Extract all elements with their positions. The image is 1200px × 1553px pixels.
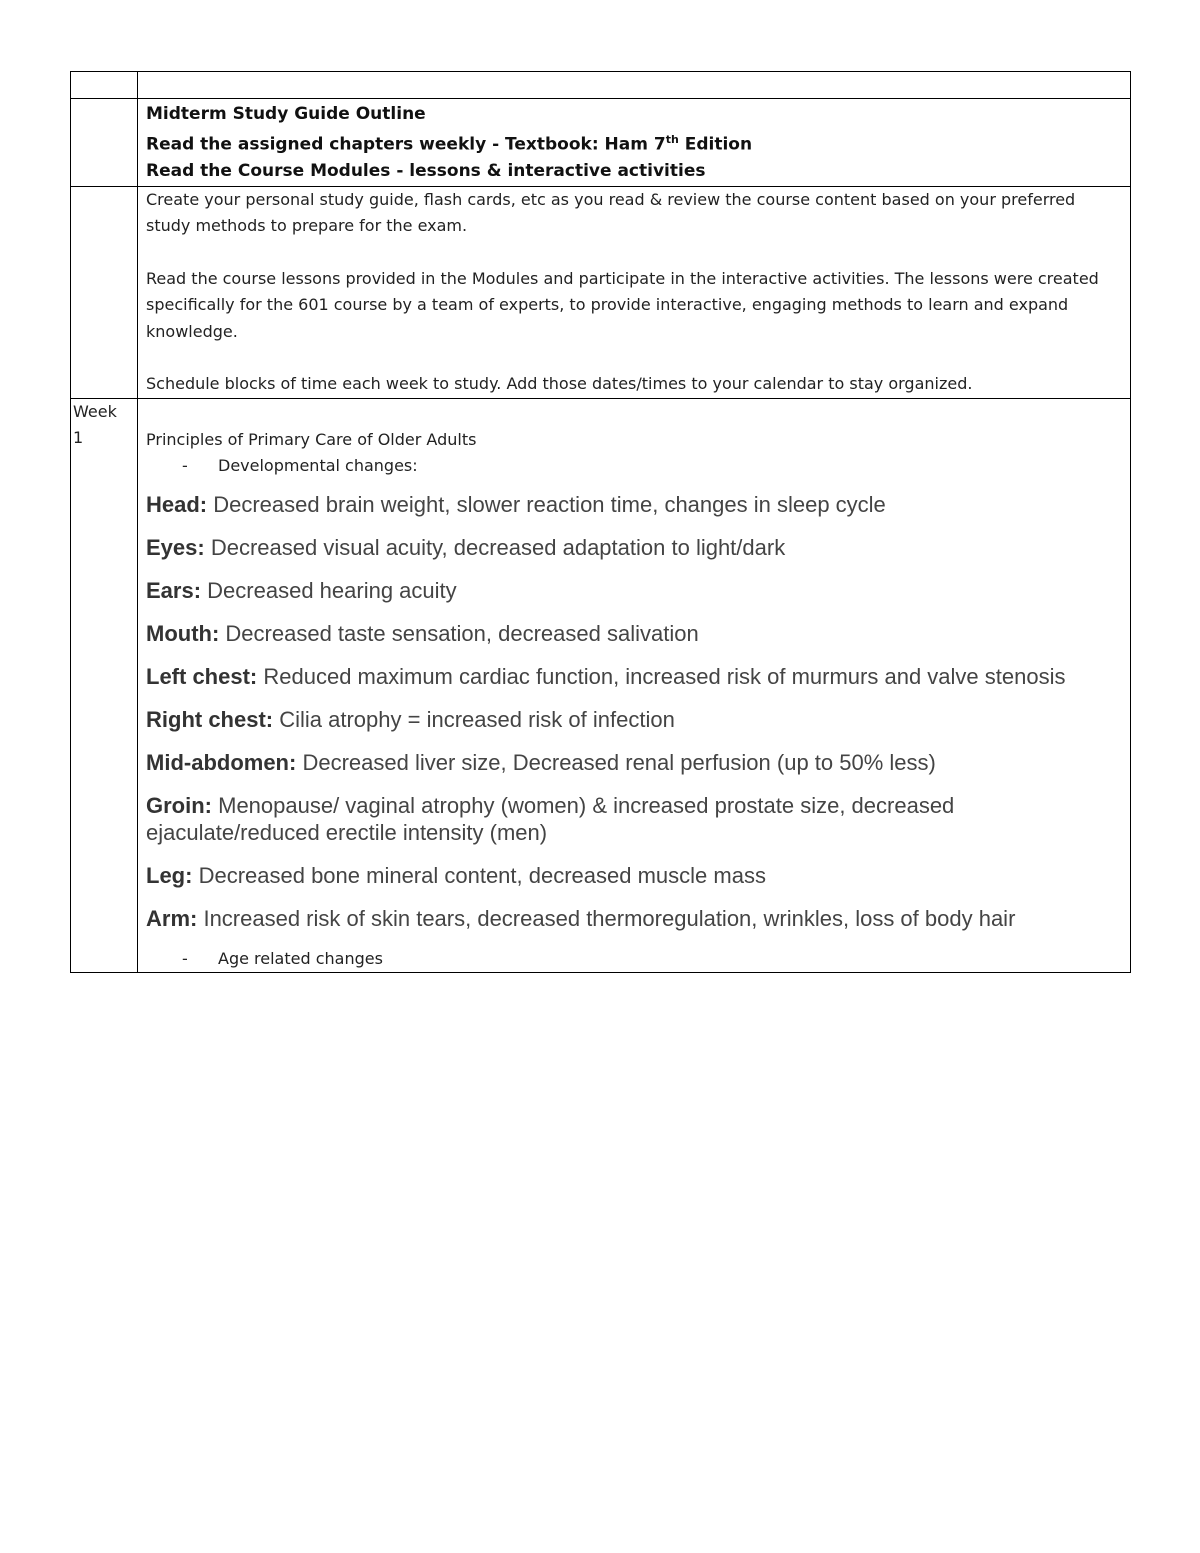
intro-paragraph-3: Schedule blocks of time each week to study. Add those dates/times to your calendar to stay organized. <box>146 374 973 394</box>
bullet-developmental <box>146 453 1122 479</box>
change-ears: Ears: Decreased hearing acuity <box>146 577 457 603</box>
intro-cell <box>138 186 1131 398</box>
intro-paragraph-1: Create your personal study guide, flash cards, etc as you read & review the course content based on your preferred study methods to prepare for the exam. <box>146 189 1076 236</box>
change-right-chest: Right chest: Cilia atrophy = increased risk of infection <box>146 706 675 732</box>
bullet-dash: - <box>182 455 188 475</box>
bullet-text: Developmental changes: <box>218 455 418 475</box>
empty-cell <box>71 72 138 99</box>
edition-superscript: th <box>665 133 679 146</box>
bullet-age-related <box>146 946 1122 972</box>
change-head: Head: Decreased brain weight, slower reaction time, changes in sleep cycle <box>146 491 886 517</box>
empty-cell <box>71 99 138 187</box>
empty-cell <box>138 72 1131 99</box>
change-groin: Groin: Menopause/ vaginal atrophy (women) & increased prostate size, decreased ejaculate/reduced erectile intensity (men) <box>146 792 955 845</box>
table-row-header <box>71 99 1131 187</box>
change-mouth: Mouth: Decreased taste sensation, decreased salivation <box>146 620 699 646</box>
table-row-empty <box>71 72 1131 99</box>
bullet-text: Age related changes <box>218 948 383 968</box>
week-1-content <box>138 398 1131 972</box>
change-mid-abdomen: Mid-abdomen: Decreased liver size, Decreased renal perfusion (up to 50% less) <box>146 749 936 775</box>
bullet-dash: - <box>182 948 188 968</box>
week-label: Week 1 <box>71 398 138 972</box>
change-left-chest: Left chest: Reduced maximum cardiac function, increased risk of murmurs and valve stenosis <box>146 663 1066 689</box>
intro-paragraph-2: Read the course lessons provided in the Modules and participate in the interactive activities. The lessons were created specifically for the 601 course by a team of experts, to provide interactive, engaging methods to learn and expand knowledge. <box>146 268 1099 341</box>
table-row-week-1 <box>71 398 1131 972</box>
change-leg: Leg: Decreased bone mineral content, decreased muscle mass <box>146 862 766 888</box>
change-eyes: Eyes: Decreased visual acuity, decreased adaptation to light/dark <box>146 534 786 560</box>
header-cell <box>138 99 1131 187</box>
guide-title: Midterm Study Guide Outline <box>146 104 426 124</box>
empty-cell <box>71 186 138 398</box>
change-arm: Arm: Increased risk of skin tears, decreased thermoregulation, wrinkles, loss of body hair <box>146 905 1016 931</box>
edition-text: Edition <box>678 134 753 155</box>
study-guide-table <box>70 71 1131 973</box>
week-topic: Principles of Primary Care of Older Adults <box>146 429 477 449</box>
textbook-line <box>146 127 1122 158</box>
modules-line: Read the Course Modules - lessons & interactive activities <box>146 160 706 181</box>
textbook-text: Read the assigned chapters weekly - Textbook: Ham 7 <box>146 134 666 155</box>
table-row-intro <box>71 186 1131 398</box>
